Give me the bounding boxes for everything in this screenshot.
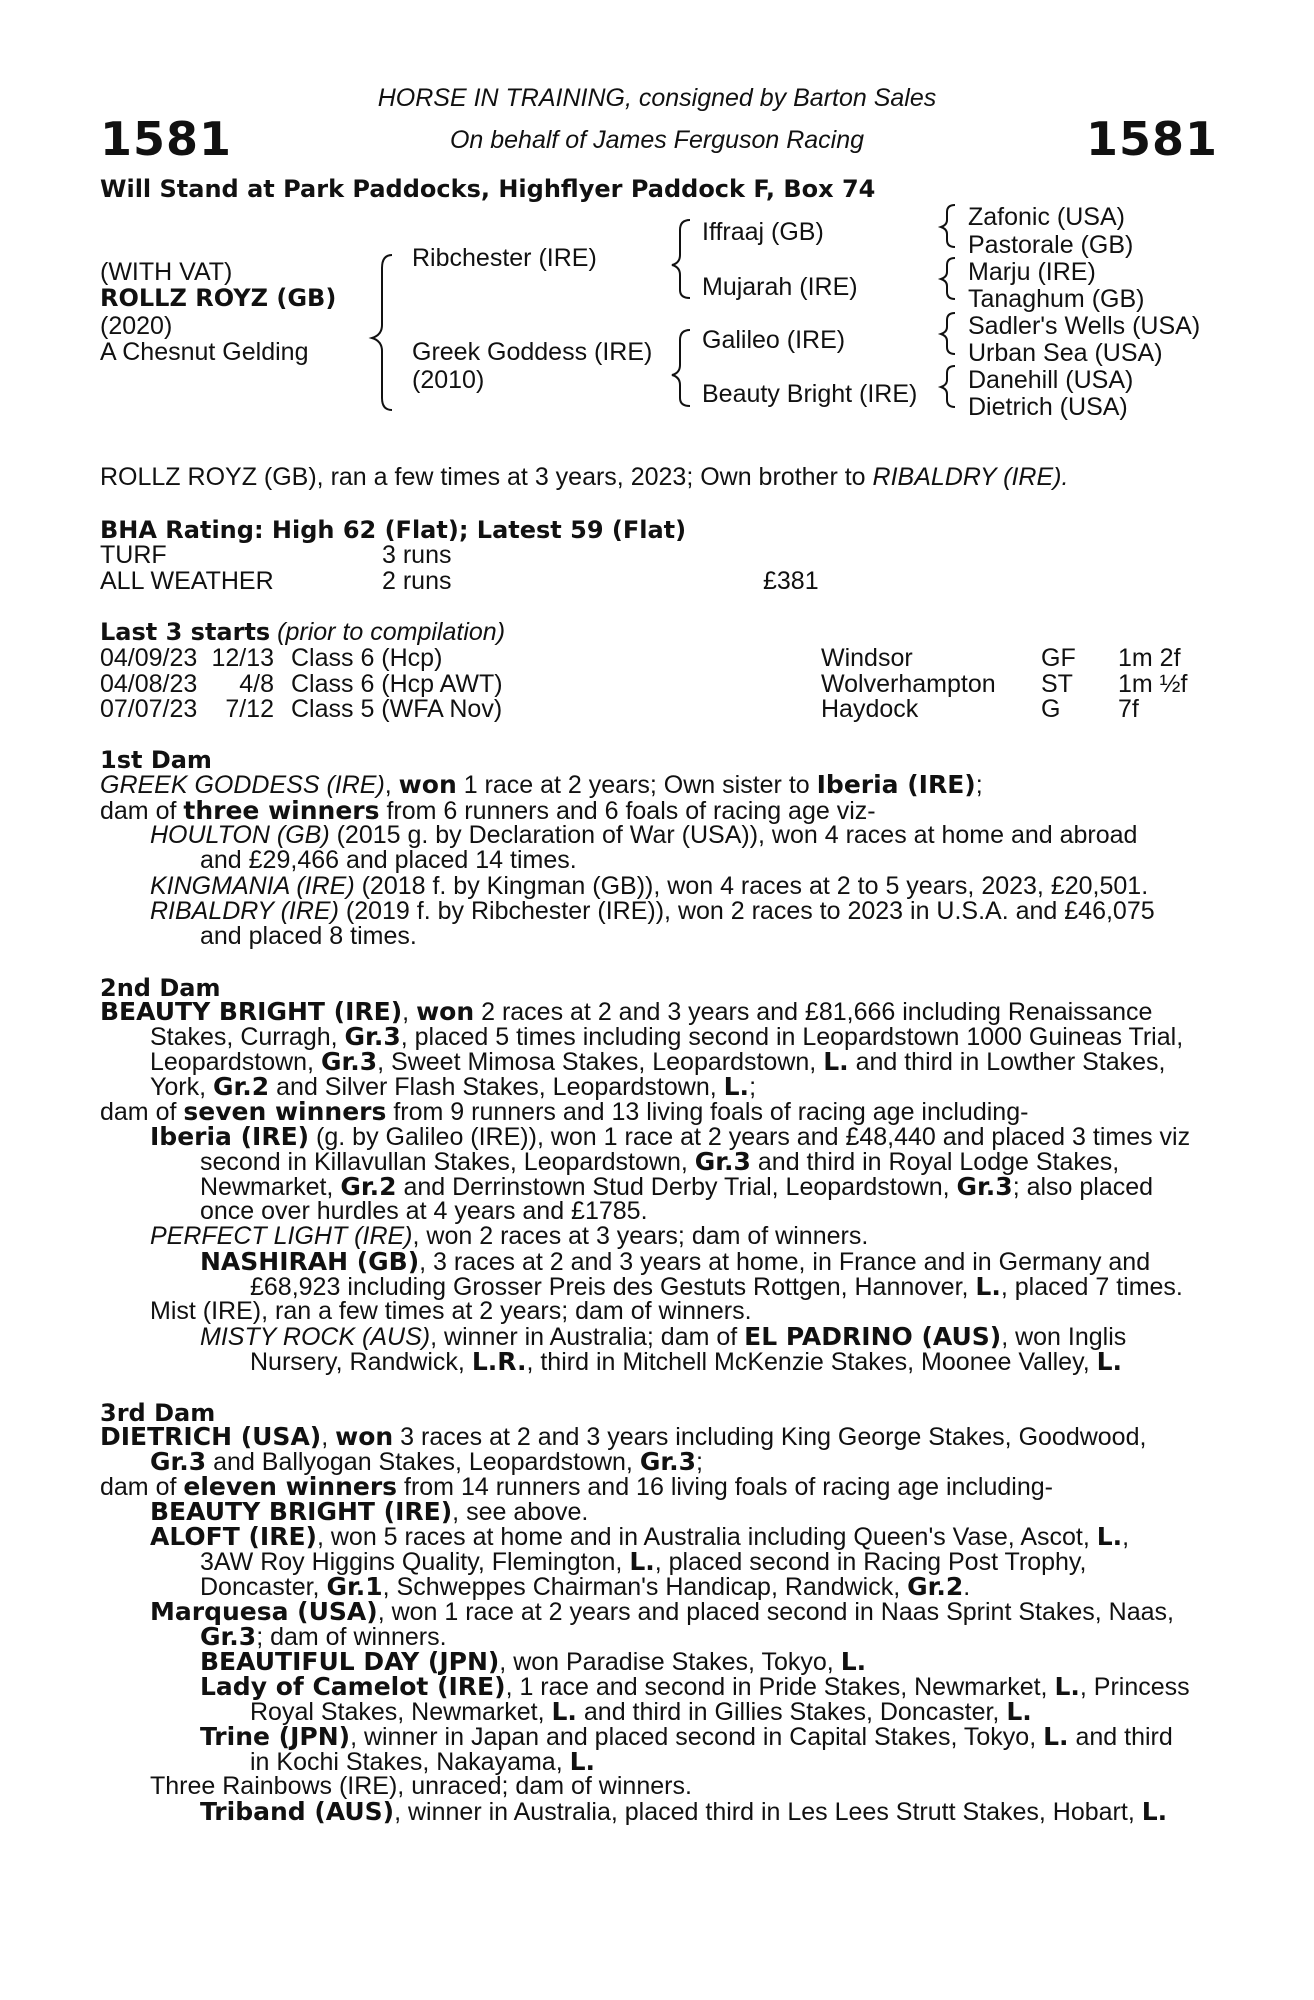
- dam-sire: Galileo (IRE): [702, 326, 846, 354]
- produce-iberia-3: Newmarket, Gr.2 and Derrinstown Stud Derby Trial, Leopardstown, Gr.3; also placed: [200, 1172, 1154, 1201]
- dam-year: (2010): [412, 366, 485, 394]
- consignor-line: HORSE IN TRAINING, consigned by Barton Sales: [377, 84, 937, 112]
- produce-nashirah: NASHIRAH (GB), 3 races at 2 and 3 years at home, in France and in Germany and: [200, 1247, 1151, 1276]
- produce-kingmania: KINGMANIA (IRE) (2018 f. by Kingman (GB)), won 4 races at 2 to 5 years, 2023, £20,501.: [150, 872, 1149, 900]
- start-course: Windsor: [821, 644, 913, 672]
- bha-rating: BHA Rating: High 62 (Flat); Latest 59 (Flat): [100, 516, 687, 544]
- start-position: 7/12: [225, 695, 274, 723]
- produce-lady-of-camelot-2: Royal Stakes, Newmarket, L. and third in Gillies Stakes, Doncaster, L.: [250, 1697, 1032, 1726]
- gg-8: Dietrich (USA): [968, 393, 1128, 421]
- rating-runs-turf: 3 runs: [382, 541, 452, 569]
- start-course: Haydock: [821, 695, 919, 723]
- produce-aloft: ALOFT (IRE), won 5 races at home and in Australia including Queen's Vase, Ascot, L.,: [150, 1522, 1130, 1551]
- last-starts-heading: Last 3 starts (prior to compilation): [100, 618, 506, 646]
- start-date: 04/09/23: [100, 644, 198, 672]
- produce-beauty-bright: BEAUTY BRIGHT (IRE), see above.: [150, 1497, 589, 1526]
- dam: Greek Goddess (IRE): [412, 338, 653, 366]
- produce-aloft-2: 3AW Roy Higgins Quality, Flemington, L., placed second in Racing Post Trophy,: [200, 1547, 1087, 1576]
- produce-trine-2: in Kochi Stakes, Nakayama, L.: [250, 1747, 596, 1776]
- first-dam-produce: dam of three winners from 6 runners and 6 foals of racing age viz-: [100, 796, 876, 825]
- second-dam-line-1: BEAUTY BRIGHT (IRE), won 2 races at 2 and 3 years and £81,666 including Renaissance: [100, 997, 1153, 1026]
- second-dam-heading: 2nd Dam: [100, 974, 221, 1002]
- stand-line: Will Stand at Park Paddocks, Highflyer Paddock F, Box 74: [100, 175, 876, 203]
- first-dam-line: GREEK GODDESS (IRE), won 1 race at 2 years; Own sister to Iberia (IRE);: [100, 770, 983, 799]
- start-date: 04/08/23: [100, 670, 198, 698]
- gg-4: Tanaghum (GB): [968, 285, 1145, 313]
- produce-aloft-3: Doncaster, Gr.1, Schweppes Chairman's Handicap, Randwick, Gr.2.: [200, 1572, 971, 1601]
- summary-line: ROLLZ ROYZ (GB), ran a few times at 3 years, 2023; Own brother to RIBALDRY (IRE).: [100, 463, 1069, 491]
- produce-marquesa: Marquesa (USA), won 1 race at 2 years and placed second in Naas Sprint Stakes, Naas,: [150, 1597, 1174, 1626]
- produce-lady-of-camelot: Lady of Camelot (IRE), 1 race and second in Pride Stakes, Newmarket, L., Princess: [200, 1672, 1190, 1701]
- produce-beautiful-day: BEAUTIFUL DAY (JPN), won Paradise Stakes, Tokyo, L.: [200, 1647, 867, 1676]
- produce-ribaldry: RIBALDRY (IRE) (2019 f. by Ribchester (IRE)), won 2 races to 2023 in U.S.A. and £46,075: [150, 897, 1155, 925]
- start-position: 4/8: [239, 670, 274, 698]
- third-dam-line-1: DIETRICH (USA), won 3 races at 2 and 3 years including King George Stakes, Goodwood,: [100, 1422, 1147, 1451]
- start-going: ST: [1041, 670, 1073, 698]
- start-going: G: [1041, 695, 1061, 723]
- sire-dam: Mujarah (IRE): [702, 273, 858, 301]
- produce-triband: Triband (AUS), winner in Australia, placed third in Les Lees Strutt Stakes, Hobart, L.: [200, 1797, 1168, 1826]
- gg-6: Urban Sea (USA): [968, 339, 1163, 367]
- produce-three-rainbows: Three Rainbows (IRE), unraced; dam of winners.: [150, 1772, 692, 1800]
- start-going: GF: [1041, 644, 1076, 672]
- start-distance: 1m 2f: [1118, 644, 1181, 672]
- third-dam-line-2: Gr.3 and Ballyogan Stakes, Leopardstown, Gr.3;: [150, 1447, 703, 1476]
- gg-3: Marju (IRE): [968, 258, 1096, 286]
- horse-year: (2020): [100, 312, 173, 340]
- produce-marquesa-2: Gr.3; dam of winners.: [200, 1622, 447, 1651]
- start-position: 12/13: [211, 644, 274, 672]
- start-date: 07/07/23: [100, 695, 198, 723]
- third-dam-produce: dam of eleven winners from 14 runners and 16 living foals of racing age including-: [100, 1472, 1053, 1501]
- produce-trine: Trine (JPN), winner in Japan and placed second in Capital Stakes, Tokyo, L. and third: [200, 1722, 1173, 1751]
- start-class: Class 6 (Hcp AWT): [291, 670, 503, 698]
- produce-misty-rock-2: Nursery, Randwick, L.R., third in Mitchell McKenzie Stakes, Moonee Valley, L.: [250, 1347, 1123, 1376]
- gg-1: Zafonic (USA): [968, 203, 1125, 231]
- produce-mist: Mist (IRE), ran a few times at 2 years; dam of winners.: [150, 1297, 752, 1325]
- rating-surface-aw: ALL WEATHER: [100, 567, 274, 595]
- gg-7: Danehill (USA): [968, 366, 1134, 394]
- produce-houlton: HOULTON (GB) (2015 g. by Declaration of War (USA)), won 4 races at home and abroad: [150, 821, 1138, 849]
- produce-misty-rock: MISTY ROCK (AUS), winner in Australia; dam of EL PADRINO (AUS), won Inglis: [200, 1322, 1127, 1351]
- rating-surface-turf: TURF: [100, 541, 167, 569]
- produce-perfect-light: PERFECT LIGHT (IRE), won 2 races at 3 years; dam of winners.: [150, 1222, 869, 1250]
- behalf-line: On behalf of James Ferguson Racing: [449, 126, 865, 154]
- second-dam-line-3: Leopardstown, Gr.3, Sweet Mimosa Stakes, Leopardstown, L. and third in Lowther Stakes,: [150, 1047, 1166, 1076]
- dam-dam: Beauty Bright (IRE): [702, 380, 918, 408]
- produce-iberia-2: second in Killavullan Stakes, Leopardstown, Gr.3 and third in Royal Lodge Stakes,: [200, 1147, 1120, 1176]
- produce-iberia-4: once over hurdles at 4 years and £1785.: [200, 1197, 648, 1225]
- lot-number-right: 1581: [1086, 112, 1219, 166]
- horse-name: ROLLZ ROYZ (GB): [100, 284, 337, 312]
- sire-sire: Iffraaj (GB): [702, 218, 824, 246]
- start-distance: 7f: [1118, 695, 1139, 723]
- second-dam-produce: dam of seven winners from 9 runners and 13 living foals of racing age including-: [100, 1097, 1029, 1126]
- rating-runs-aw: 2 runs: [382, 567, 452, 595]
- sire: Ribchester (IRE): [412, 244, 597, 272]
- vat-note: (WITH VAT): [100, 258, 233, 286]
- gg-2: Pastorale (GB): [968, 231, 1134, 259]
- start-course: Wolverhampton: [821, 670, 996, 698]
- produce-nashirah-2: £68,923 including Grosser Preis des Gestuts Rottgen, Hannover, L., placed 7 times.: [250, 1272, 1183, 1301]
- start-class: Class 5 (WFA Nov): [291, 695, 503, 723]
- produce-houlton-cont: and £29,466 and placed 14 times.: [200, 846, 577, 874]
- produce-ribaldry-cont: and placed 8 times.: [200, 922, 417, 950]
- third-dam-heading: 3rd Dam: [100, 1399, 216, 1427]
- rating-prize-aw: £381: [763, 567, 819, 595]
- produce-iberia: Iberia (IRE) (g. by Galileo (IRE)), won 1 race at 2 years and £48,440 and placed 3 times viz: [150, 1122, 1191, 1151]
- start-distance: 1m ½f: [1118, 670, 1188, 698]
- lot-number-left: 1581: [100, 112, 233, 166]
- second-dam-line-2: Stakes, Curragh, Gr.3, placed 5 times including second in Leopardstown 1000 Guineas Trial,: [150, 1022, 1184, 1051]
- start-class: Class 6 (Hcp): [291, 644, 443, 672]
- second-dam-line-4: York, Gr.2 and Silver Flash Stakes, Leopardstown, L.;: [150, 1072, 757, 1101]
- first-dam-heading: 1st Dam: [100, 746, 212, 774]
- horse-description: A Chesnut Gelding: [100, 338, 309, 366]
- gg-5: Sadler's Wells (USA): [968, 312, 1201, 340]
